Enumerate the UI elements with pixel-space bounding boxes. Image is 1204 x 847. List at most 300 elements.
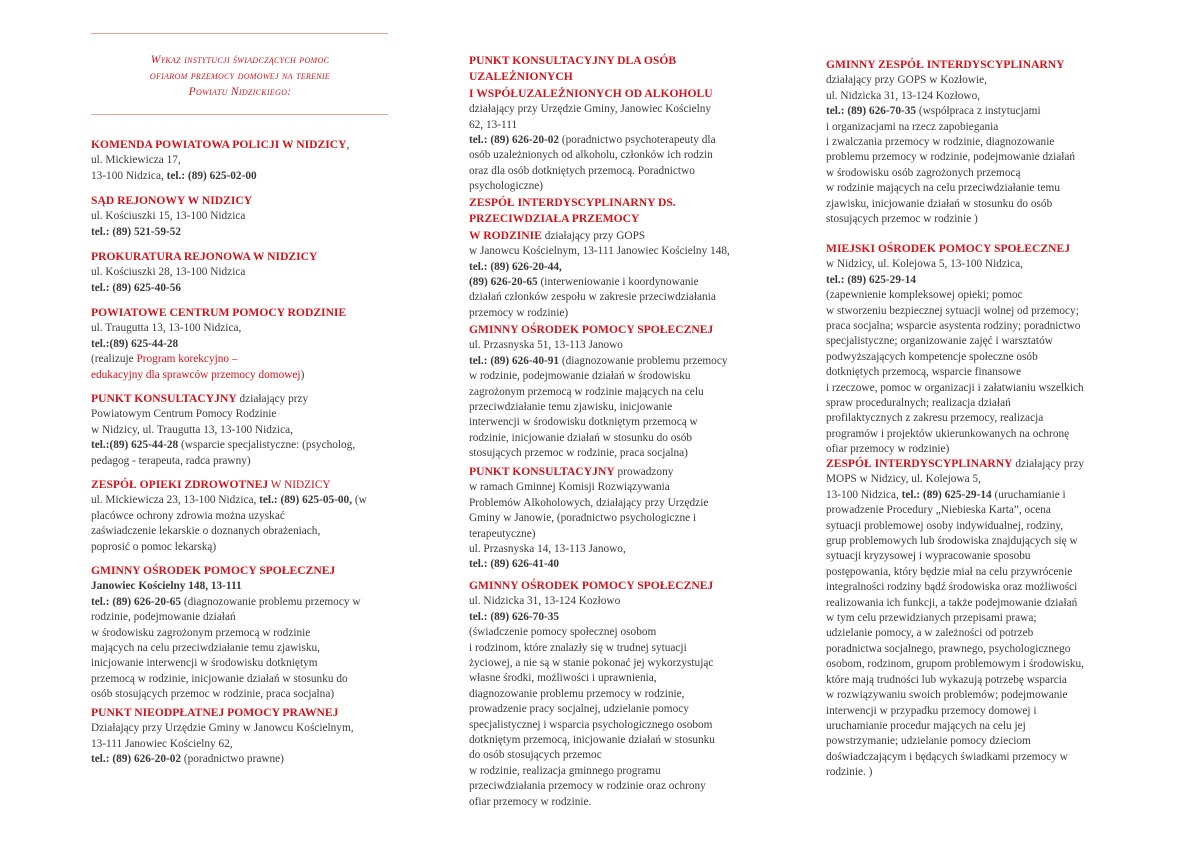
phone-number: tel.: (89) 626-70-35 (469, 610, 560, 623)
entry-text: Działający przy Urzędzie Gminy w Janowcu Kościelnym, (91, 722, 354, 735)
entry-line (91, 705, 391, 721)
entry-text: w tym celu przewidzianych przepisami prawa; (826, 612, 1037, 625)
entry-line (826, 750, 1126, 765)
entry-line (469, 656, 759, 671)
entry-text: i rodzinom, które znalazły się w trudnej sytuacji (469, 641, 687, 654)
entry-text: (uruchamianie i (991, 488, 1066, 501)
entry-text: w rozwiązywaniu swoich problemów; podejmowanie (826, 689, 1068, 702)
highlight-text: W NIDZICY (268, 479, 331, 491)
entry-line (469, 385, 759, 400)
entry-line (469, 86, 759, 102)
entry-line (826, 197, 1126, 212)
entry-text: integralności rodziny bądź środowiska oraz możliwości (826, 581, 1078, 594)
entry-line (91, 752, 391, 767)
entry-text: ul. Traugutta 13, 13-100 Nidzica, (91, 322, 242, 335)
phone-number: tel.: (89) 626-70-35 (826, 105, 917, 118)
institution-name: GMINNY OŚRODEK POMOCY SPOŁECZNEJ (469, 579, 714, 592)
institution-entry (826, 57, 1126, 227)
entry-text: działający przy (236, 393, 309, 405)
entry-line (469, 53, 759, 69)
entry-text: programów i projektów ukierunkowanych na ochronę (826, 427, 1070, 440)
entry-text: zjawisku, inicjowanie działań w stosunku do osób (826, 197, 1053, 210)
entry-text: 13-111 Janowiec Kościelny 62, (91, 737, 233, 750)
entry-line (91, 305, 391, 321)
entry-text: ul. Mickiewicza 17, (91, 154, 181, 167)
entry-text: (wsparcie specjalistyczne: (psycholog, (178, 439, 356, 452)
entry-text: działań członków zespołu w zakresie przeciwdziałania (469, 291, 716, 304)
entry-line (826, 257, 1126, 272)
entry-text: w rodzinie, realizacja gminnego programu (469, 764, 661, 777)
entry-line (826, 365, 1126, 380)
entry-line (826, 734, 1126, 749)
entry-line (469, 687, 759, 702)
entry-line (469, 228, 759, 244)
entry-text: własne środki, możliwości i uprawnienia, (469, 672, 657, 685)
entry-text: i zwalczania przemocy w rodzinie, diagnozowanie (826, 136, 1055, 149)
entry-line (91, 721, 391, 736)
entry-text: interwencji w przypadku przemocy domowej i (826, 704, 1037, 717)
institution-name: POWIATOWE CENTRUM POMOCY RODZINIE (91, 306, 347, 319)
entry-text: i rzeczowe, pomoc w organizacji i załatwianiu wszelkich (826, 381, 1084, 394)
entry-line (469, 69, 759, 85)
phone-number: tel.: (89) 626-20-02 (469, 134, 560, 147)
phone-number: tel.: (89) 625-05-00, (259, 494, 353, 507)
entry-line (826, 688, 1126, 703)
entry-text: sytuacji problemowej osoby indywidualnej, rodziny, (826, 519, 1064, 532)
entry-line (91, 524, 391, 539)
entry-text: powstrzymanie; udzielanie pomocy dzieciom (826, 735, 1031, 748)
entry-line (469, 748, 759, 763)
entry-text: sytuacji kryzysowej i wypracowanie sposobu (826, 550, 1031, 563)
entry-line (91, 438, 391, 453)
entry-line (826, 704, 1126, 719)
entry-text: w rodzinie, podejmowanie działań w środowisku (469, 370, 691, 383)
entry-line (469, 511, 759, 526)
entry-line (469, 480, 759, 495)
institution-entry (826, 456, 1126, 781)
entry-line (826, 241, 1126, 257)
entry-line (91, 391, 391, 407)
entry-line (469, 779, 759, 794)
entry-line (826, 565, 1126, 580)
entry-text: przemocą w rodzinie, inicjowanie działań w stosunku do (91, 672, 348, 685)
institution-entry (91, 705, 391, 768)
entry-line (469, 102, 759, 117)
entry-text: przemocy w rodzinie) (469, 306, 569, 319)
phone-number: tel.: (89) 625-02-00 (166, 169, 257, 182)
entry-line (91, 423, 391, 438)
entry-text: Problemów Alkoholowych, działający przy Urzędzie (469, 496, 709, 509)
entry-line (469, 118, 759, 133)
entry-line (469, 557, 759, 572)
entry-line (91, 656, 391, 671)
entry-text: w Nidzicy, ul. Traugutta 13, 13-100 Nidzica, (91, 423, 293, 436)
entry-line (91, 579, 391, 594)
institution-entry (469, 53, 759, 195)
entry-text: specjalistyczne; organizowanie zajęć i warsztatów (826, 335, 1053, 348)
institution-entry (91, 477, 391, 555)
entry-text: działający przy GOPS (541, 229, 646, 242)
phone-number: tel.: (89) 625-29-14 (826, 273, 917, 286)
entry-line (469, 415, 759, 430)
entry-text: rodzinie, podejmowanie działań (91, 611, 236, 624)
entry-line (826, 166, 1126, 181)
entry-line (469, 542, 759, 557)
leaflet-title-line: ofiarom przemocy domowej na terenie (149, 70, 331, 82)
highlight-text: edukacyjny dla sprawców przemocy domowej (91, 368, 301, 381)
entry-line (91, 281, 391, 296)
entry-text: , (346, 139, 350, 151)
entry-line (469, 702, 759, 717)
entry-text: ul. Kościuszki 28, 13-100 Nidzica (91, 266, 246, 279)
entry-text: w ramach Gminnej Komisji Rozwiązywania (469, 481, 670, 494)
entry-text: w Janowcu Kościelnym, 13-111 Janowiec Kościelny 148, (469, 245, 730, 258)
entry-text: 13-100 Nidzica, (826, 488, 902, 501)
entry-text: ul. Nidzicka 31, 13-124 Kozłowo (469, 595, 621, 608)
entry-line (826, 580, 1126, 595)
entry-text: mających na celu przeciwdziałanie temu zjawisku, (91, 642, 320, 655)
entry-text: (zapewnienie kompleksowej opieki; pomoc (826, 289, 1023, 302)
institution-name: PUNKT NIEODPŁATNEJ POMOCY PRAWNEJ (91, 706, 339, 719)
institution-entry (91, 563, 391, 703)
institution-name: ZESPÓŁ OPIEKI ZDROWOTNEJ (91, 478, 269, 491)
leaflet-title-line: Wykaz instytucji świadczących pomoc (150, 54, 330, 66)
entry-text: dotkniętych przemocą, wsparcie finansowe (826, 366, 1022, 379)
entry-text: w stworzeniu bezpiecznej sytuacji wolnej od przemocy; (826, 304, 1079, 317)
entry-line (91, 407, 391, 422)
entry-line (826, 334, 1126, 349)
entry-line (469, 260, 759, 275)
title-top-rule (91, 33, 388, 34)
entry-line (826, 304, 1126, 319)
entry-line (469, 179, 759, 194)
entry-text: osób stosujących przemoc w rodzinie, praca socjalna) (91, 688, 335, 701)
entry-text: rodzinie. ) (826, 766, 873, 779)
entry-text: (diagnozowanie problemu przemocy w (181, 595, 361, 608)
phone-number: tel.: (89) 626-41-40 (469, 558, 560, 571)
entry-line (826, 181, 1126, 196)
institution-name: KOMENDA POWIATOWA POLICJI W NIDZICY (91, 138, 347, 151)
entry-line (91, 737, 391, 752)
entry-text: poradnictwa socjalnego, prawnego, psychologicznego (826, 642, 1071, 655)
highlight-text: Program korekcyjno – (136, 353, 238, 366)
entry-line (469, 527, 759, 542)
entry-line (469, 354, 759, 369)
institution-name: ZESPÓŁ INTERDYSCYPLINARNY DS. (469, 196, 676, 209)
entry-line (826, 273, 1126, 288)
entry-line (826, 765, 1126, 780)
entry-text: ofiar przemocy w rodzinie) (826, 443, 950, 456)
entry-text: praca socjalna; wsparcie asystenta rodziny; poradnictwo (826, 320, 1081, 333)
entry-text: doświadczającym i będących świadkami przemocy w (826, 750, 1068, 763)
institution-entry (91, 137, 391, 184)
entry-line (469, 578, 759, 594)
phone-number: Janowiec Kościelny 148, 13-111 (91, 580, 242, 593)
entry-text: działający przy (1012, 458, 1085, 470)
entry-line (826, 456, 1126, 472)
leaflet-title-line: Powiatu Nidzickiego: (188, 86, 292, 98)
entry-text: (w (352, 494, 367, 507)
entry-line (469, 625, 759, 640)
entry-line (469, 733, 759, 748)
entry-text: przeciwdziałania przemocy w rodzinie oraz ochrony (469, 780, 706, 793)
entry-line (826, 534, 1126, 549)
entry-line (826, 288, 1126, 303)
entry-line (91, 193, 391, 209)
entry-text: działający przy GOPS w Kozłowie, (826, 74, 987, 87)
entry-text: pedagog - terapeuta, radca prawny) (91, 454, 251, 467)
phone-number: tel.:(89) 625-44-28 (91, 439, 179, 452)
entry-line (826, 596, 1126, 611)
entry-text: grup problemowych lub środowiska znajdujących się w (826, 535, 1078, 548)
entry-line (826, 57, 1126, 73)
entry-line (826, 657, 1126, 672)
entry-text: 62, 13-111 (469, 118, 518, 131)
entry-text: dotkniętym przemocą, inicjowanie działań w stosunku (469, 734, 715, 747)
entry-line (469, 369, 759, 384)
entry-text: ul. Mickiewicza 23, 13-100 Nidzica, (91, 494, 260, 507)
institution-name: UZALEŻNIONYCH (469, 70, 573, 84)
entry-line (469, 795, 759, 810)
institution-name: SĄD REJONOWY W NIDZICY (91, 194, 253, 207)
institution-name: W RODZINIE (469, 228, 542, 242)
entry-text: w Nidzicy, ul. Kolejowa 5, 13-100 Nidzica, (826, 258, 1023, 271)
phone-number: tel.: (89) 626-40-91 (469, 354, 560, 367)
entry-text: przeciwdziałanie temu zjawisku, inicjowanie (469, 401, 673, 414)
institution-name: GMINNY OŚRODEK POMOCY SPOŁECZNEJ (469, 323, 714, 336)
entry-line (91, 493, 391, 508)
entry-text: psychologiczne) (469, 180, 544, 193)
phone-number: tel.: (89) 626-20-44, (469, 260, 562, 273)
entry-text: zagrożonym przemocą w rodzinie mających na celu (469, 385, 704, 398)
entry-text: interwencji w środowisku dotkniętym przemocą w (469, 416, 698, 429)
entry-line (826, 427, 1126, 442)
entry-text: ul. Przasnyska 51, 13-113 Janowo (469, 339, 623, 352)
institution-entry (91, 391, 391, 469)
entry-line (826, 503, 1126, 518)
entry-line (469, 275, 759, 290)
entry-text: prowadzenie Procedury „Niebieska Karta”, ocena (826, 504, 1051, 517)
entry-text: Gminy w Janowie, (poradnictwo psychologiczne i (469, 512, 697, 525)
entry-line (91, 626, 391, 641)
institution-name: I WSPÓŁUZALEŻNIONYCH OD ALKOHOLU (469, 86, 713, 100)
entry-text: które mają trudności lub wykazują potrzebę wsparcia (826, 673, 1067, 686)
entry-line (91, 321, 391, 336)
entry-line (826, 150, 1126, 165)
entry-line (469, 464, 759, 480)
institution-name: PUNKT KONSULTACYJNY (469, 465, 615, 478)
institution-name: PRZECIWDZIAŁA PRZEMOCY (469, 212, 640, 226)
entry-line (826, 411, 1126, 426)
entry-line (469, 195, 759, 211)
entry-line (91, 610, 391, 625)
entry-line (91, 169, 391, 184)
entry-line (826, 104, 1126, 119)
leaflet-title (100, 52, 380, 100)
entry-text: życiowej, a nie są w stanie pokonać jej wykorzystując (469, 657, 714, 670)
entry-text: podwyższających kompetencje społeczne osób (826, 350, 1038, 363)
entry-text: ul. Kościuszki 15, 13-100 Nidzica (91, 210, 246, 223)
institution-name: GMINNY OŚRODEK POMOCY SPOŁECZNEJ (91, 564, 336, 577)
entry-line (91, 225, 391, 240)
entry-text: w środowisku osób zagrożonych przemocą (826, 166, 1021, 179)
entry-text: profilaktycznych z zakresu przemocy, realizacja (826, 412, 1044, 425)
entry-line (826, 381, 1126, 396)
entry-text: (współpraca z instytucjami (916, 105, 1041, 118)
entry-line (91, 337, 391, 352)
entry-text: ) (300, 368, 305, 381)
entry-text: placówce ochrony zdrowia można uzyskać (91, 509, 285, 522)
entry-text: rodzinie, inicjowanie działań w stosunku do osób (469, 431, 693, 444)
entry-text: terapeutyczne) (469, 527, 536, 540)
entry-text: osób uzależnionych od alkoholu, członków ich rodzin (469, 149, 713, 162)
institution-entry (91, 249, 391, 296)
entry-text: działający przy Urzędzie Gminy, Janowiec Kościelny (469, 103, 712, 116)
institution-name: PUNKT KONSULTACYJNY DLA OSÓB (469, 54, 677, 67)
phone-number: tel.:(89) 625-44-28 (91, 337, 179, 350)
entry-text: (interweniowanie i koordynowanie (537, 276, 699, 289)
entry-text: ofiar przemocy w rodzinie. (469, 795, 592, 808)
entry-line (469, 671, 759, 686)
institution-entry (469, 464, 759, 573)
institution-name: ZESPÓŁ INTERDYSCYPLINARNY (826, 457, 1013, 470)
entry-line (469, 718, 759, 733)
entry-line (826, 396, 1126, 411)
phone-number: tel.: (89) 625-40-56 (91, 281, 182, 294)
entry-text: oraz dla osób dotkniętych przemocą. Poradnictwo (469, 164, 695, 177)
phone-number: tel.: (89) 625-29-14 (901, 488, 992, 501)
entry-line (469, 641, 759, 656)
phone-number: tel.: (89) 626-20-02 (91, 753, 182, 766)
entry-line (469, 322, 759, 338)
entry-text: inicjowanie interwencji w środowisku dotkniętym (91, 657, 318, 670)
entry-line (826, 642, 1126, 657)
entry-text: (diagnozowanie problemu przemocy (559, 354, 728, 367)
entry-text: specjalistycznej i wsparcia psychologicznego osobom (469, 718, 713, 731)
entry-text: zaświadczenie lekarskie o doznanych obrażeniach, (91, 525, 321, 538)
entry-text: ul. Przasnyska 14, 13-113 Janowo, (469, 543, 626, 556)
entry-line (826, 719, 1126, 734)
entry-text: diagnozowanie problemu przemocy w rodzinie, (469, 687, 685, 700)
entry-line (469, 148, 759, 163)
entry-line (826, 549, 1126, 564)
institution-name: PROKURATURA REJONOWA W NIDZICY (91, 250, 318, 263)
phone-number: (89) 626-20-65 (469, 276, 538, 289)
entry-line (469, 133, 759, 148)
entry-line (91, 672, 391, 687)
entry-line (91, 153, 391, 168)
institution-entry (826, 241, 1126, 458)
entry-text: stosujących przemoc w rodzinie, praca socjalna) (469, 447, 688, 460)
entry-line (469, 610, 759, 625)
entry-line (469, 164, 759, 179)
entry-line (826, 212, 1126, 227)
institution-entry (469, 195, 759, 321)
entry-line (91, 368, 391, 383)
entry-line (91, 509, 391, 524)
entry-text: prowadzenie pracy socjalnej, udzielanie pomocy (469, 703, 689, 716)
entry-line (91, 265, 391, 280)
entry-line (469, 290, 759, 305)
title-bottom-rule (91, 114, 388, 115)
entry-line (91, 249, 391, 265)
entry-line (826, 611, 1126, 626)
entry-line (826, 673, 1126, 688)
entry-text: prowadzony (614, 466, 674, 478)
entry-text: udzielanie pomocy, a w zależności od potrzeb (826, 627, 1034, 640)
phone-number: tel.: (89) 521-59-52 (91, 225, 182, 238)
entry-text: spraw proceduralnych; realizacja działań (826, 397, 1011, 410)
institution-entry (469, 578, 759, 810)
entry-text: problemu przemocy w rodzinie, podejmowanie działań (826, 151, 1076, 164)
entry-line (91, 641, 391, 656)
entry-line (826, 73, 1126, 88)
entry-line (469, 594, 759, 609)
entry-line (826, 319, 1126, 334)
entry-text: (świadczenie pomocy społecznej osobom (469, 626, 657, 639)
entry-text: ul. Nidzicka 31, 13-124 Kozłowo, (826, 89, 981, 102)
entry-line (469, 400, 759, 415)
entry-line (91, 352, 391, 367)
entry-text: poprosić o pomoc lekarską) (91, 540, 217, 553)
entry-line (826, 89, 1126, 104)
entry-line (469, 211, 759, 227)
institution-name: MIEJSKI OŚRODEK POMOCY SPOŁECZNEJ (826, 242, 1071, 255)
entry-line (469, 764, 759, 779)
entry-text: i organizacjami na rzecz zapobiegania (826, 120, 999, 133)
entry-text: uruchamianie procedur mających na celu jej (826, 719, 1026, 732)
entry-text: 13-100 Nidzica, (91, 169, 167, 182)
entry-line (826, 626, 1126, 641)
entry-text: realizowania ich funkcji, a także podejmowanie działań (826, 596, 1078, 609)
entry-text: do osób stosujących przemoc (469, 749, 602, 762)
entry-text: (poradnictwo psychoterapeuty dla (559, 134, 716, 147)
phone-number: tel.: (89) 626-20-65 (91, 595, 182, 608)
entry-line (91, 209, 391, 224)
entry-line (826, 350, 1126, 365)
entry-line (91, 540, 391, 555)
entry-line (826, 519, 1126, 534)
entry-text: w rodzinie mających na celu przeciwdziałanie temu (826, 182, 1060, 195)
institution-name: PUNKT KONSULTACYJNY (91, 392, 237, 405)
entry-line (91, 595, 391, 610)
entry-text: osobom, rodzinom, grupom problemowym i środowisku, (826, 658, 1084, 671)
entry-line (826, 472, 1126, 487)
entry-text: postępowania, który będzie miał na celu przywrócenie (826, 565, 1073, 578)
entry-text: w środowisku zagrożonym przemocą w rodzinie (91, 626, 311, 639)
entry-line (91, 137, 391, 153)
institution-entry (91, 193, 391, 240)
entry-line (91, 454, 391, 469)
institution-entry (469, 322, 759, 462)
entry-line (826, 135, 1126, 150)
entry-line (826, 120, 1126, 135)
entry-line (91, 687, 391, 702)
entry-line (91, 477, 391, 493)
institution-name: GMINNY ZESPÓŁ INTERDYSCYPLINARNY (826, 58, 1065, 71)
entry-line (91, 563, 391, 579)
entry-line (826, 488, 1126, 503)
entry-line (469, 446, 759, 461)
entry-line (469, 338, 759, 353)
entry-line (469, 431, 759, 446)
entry-line (469, 244, 759, 259)
entry-line (469, 306, 759, 321)
entry-text: Powiatowym Centrum Pomocy Rodzinie (91, 408, 277, 421)
entry-text: MOPS w Nidzicy, ul. Kolejowa 5, (826, 473, 981, 486)
institution-entry (91, 305, 391, 383)
entry-text: (realizuje (91, 353, 137, 366)
